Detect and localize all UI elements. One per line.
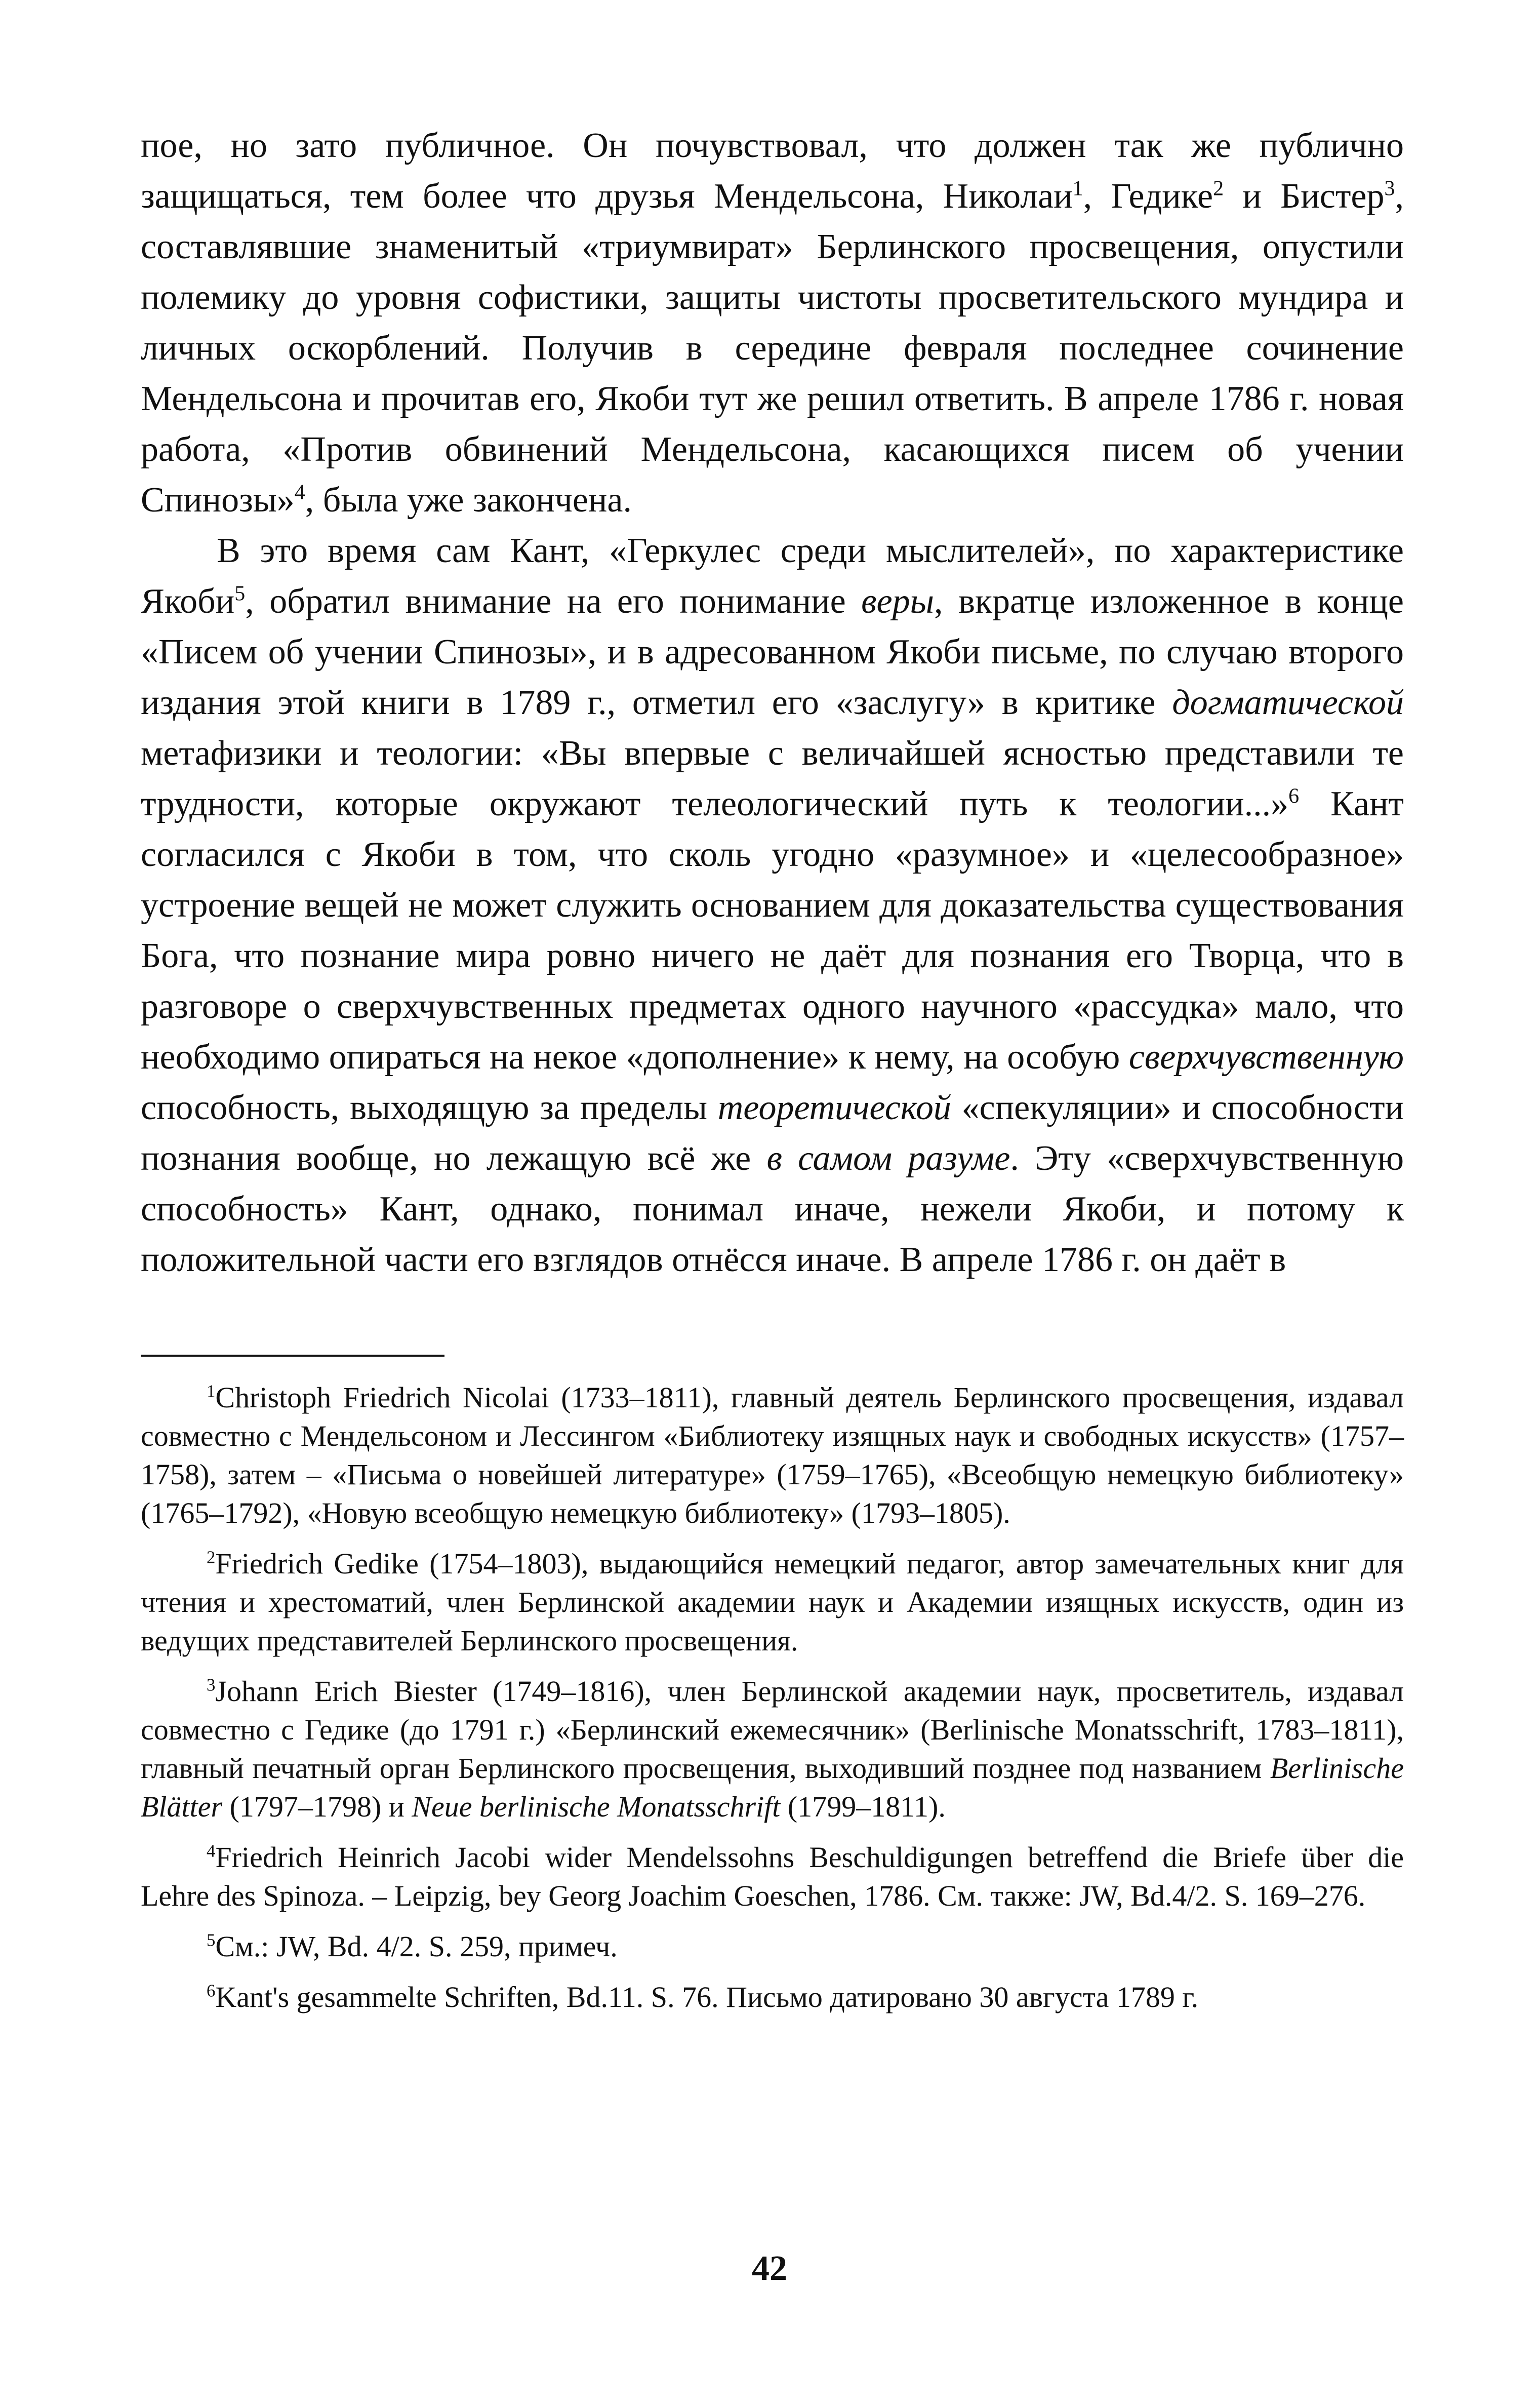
footnote-text: (1799–1811). [780,1790,946,1823]
text-run: Кант согласился с Якоби в том, что сколь угодно «разумное» и «целесообразное» устроение вещей не может служить основанием для доказательства существования Бога, что познание мира ровно ничего не даёт для познания его Творца, что в разговоре о сверхчувственных предметах одного научного «рассудка» мало, что необходимо опираться на некое «дополнение» к нему, на особую [141,784,1404,1077]
text-run: В это время сам Кант, «Геркулес среди мыслителей», по характеристике Якоби [141,531,1404,621]
footnote-ref[interactable]: 6 [1288,784,1300,808]
footnote-4 [141,1838,1404,1915]
main-text [141,121,1404,1285]
footnote-5 [141,1927,1404,1966]
emphasis: сверхчувственную [1128,1038,1404,1077]
text-run: метафизики и теологии: «Вы впервые с величайшей ясностью представили те трудности, которые окружают телеологический путь к теологии...» [141,734,1404,823]
text-run: . Эту «сверхчувственную способность» Кант, однако, понимал иначе, нежели Якоби, и потому к положительной части его взглядов отнёсся иначе. В апреле 1786 г. он даёт в [141,1139,1404,1279]
text-run: , вкратце изложенное в конце «Писем об учении Спинозы», и в адресованном Якоби письме, по случаю второго издания этой книги в 1789 г., отметил его «заслугу» в критике [141,582,1404,722]
footnote-number: 1 [207,1381,216,1401]
footnotes [141,1378,1404,2029]
text-run: пое, но зато публичное. Он почувствовал, что должен так же публично защищаться, тем более что друзья Мендельсона, Николаи [141,126,1404,216]
text-run: способность, выходящую за пределы [141,1088,718,1127]
footnote-divider [141,1355,444,1357]
emphasis: Berlinische Blätter [141,1752,1404,1823]
page-number: 42 [752,2249,787,2288]
footnote-ref[interactable]: 5 [234,582,246,606]
text-run: и Бистер [1224,177,1385,216]
footnote-ref[interactable]: 3 [1384,177,1395,201]
footnote-text: Christoph Friedrich Nicolai (1733–1811), главный деятель Берлинского просвещения, издавал совместно с Мендельсоном и Лессингом «Библиотеку изящных наук и свободных искусств» (1757–1758), затем – «Письма о новейшей литературе» (1759–1765), «Всеобщую немецкую библиотеку» (1765–1792), «Новую всеобщую немецкую библиотеку» (1793–1805). [141,1381,1404,1529]
footnote-text: Friedrich Heinrich Jacobi wider Mendelssohns Beschuldigungen betreffend die Briefe über die Lehre des Spinoza. – Leipzig, bey Georg Joachim Goeschen, 1786. См. также: JW, Bd.4/2. S. 169–276. [141,1841,1404,1912]
paragraph-1 [141,121,1404,526]
emphasis: догматической [1172,683,1404,722]
emphasis: теоретической [717,1088,951,1127]
footnote-number: 5 [207,1930,216,1950]
text-run: , составлявшие знаменитый «триумвират» Берлинского просвещения, опустили полемику до уровня софистики, защиты чистоты просветительского мундира и личных оскорблений. Получив в середине февраля последнее сочинение Мендельсона и прочитав его, Якоби тут же решил ответить. В апреле 1786 г. новая работа, «Против обвинений Мендельсона, касающихся писем об учении Спинозы» [141,177,1404,520]
emphasis: в самом разуме [766,1139,1010,1178]
text-run: , Гедике [1083,177,1213,216]
footnote-number: 6 [207,1981,216,2001]
footnote-text: См.: JW, Bd. 4/2. S. 259, примеч. [215,1930,618,1963]
footnote-number: 3 [207,1675,216,1695]
footnote-ref[interactable]: 2 [1213,177,1224,201]
emphasis: Neue berlinische Monatsschrift [412,1790,781,1823]
footnote-text: Johann Erich Biester (1749–1816), член Берлинской академии наук, просветитель, издавал совместно с Гедике (до 1791 г.) «Берлинский ежемесячник» (Berlinische Monatsschrift, 1783–1811), главный печатный орган Берлинского просвещения, выходивший позднее под названием [141,1675,1404,1785]
footnote-3 [141,1672,1404,1826]
footnote-number: 2 [207,1547,216,1567]
footnote-6 [141,1978,1404,2017]
footnote-number: 4 [207,1841,216,1861]
footnote-ref[interactable]: 1 [1072,177,1083,201]
footnote-2 [141,1545,1404,1660]
footnote-1 [141,1378,1404,1532]
footnote-text: (1797–1798) и [222,1790,412,1823]
footnote-text: Kant's gesammelte Schriften, Bd.11. S. 76. Письмо датировано 30 августа 1789 г. [215,1981,1199,2014]
text-run: , была уже закончена. [305,481,632,520]
footnote-ref[interactable]: 4 [294,481,305,504]
footnote-text: Friedrich Gedike (1754–1803), выдающийся немецкий педагог, автор замечательных книг для чтения и хрестоматий, член Берлинской академии наук и Академии изящных искусств, один из ведущих представителей Берлинского просвещения. [141,1547,1404,1657]
emphasis: веры [861,582,934,621]
text-run: «спекуляции» и способности познания вообще, но лежащую всё же [141,1088,1404,1178]
text-run: , обратил внимание на его понимание [245,582,862,621]
paragraph-2 [141,526,1404,1285]
